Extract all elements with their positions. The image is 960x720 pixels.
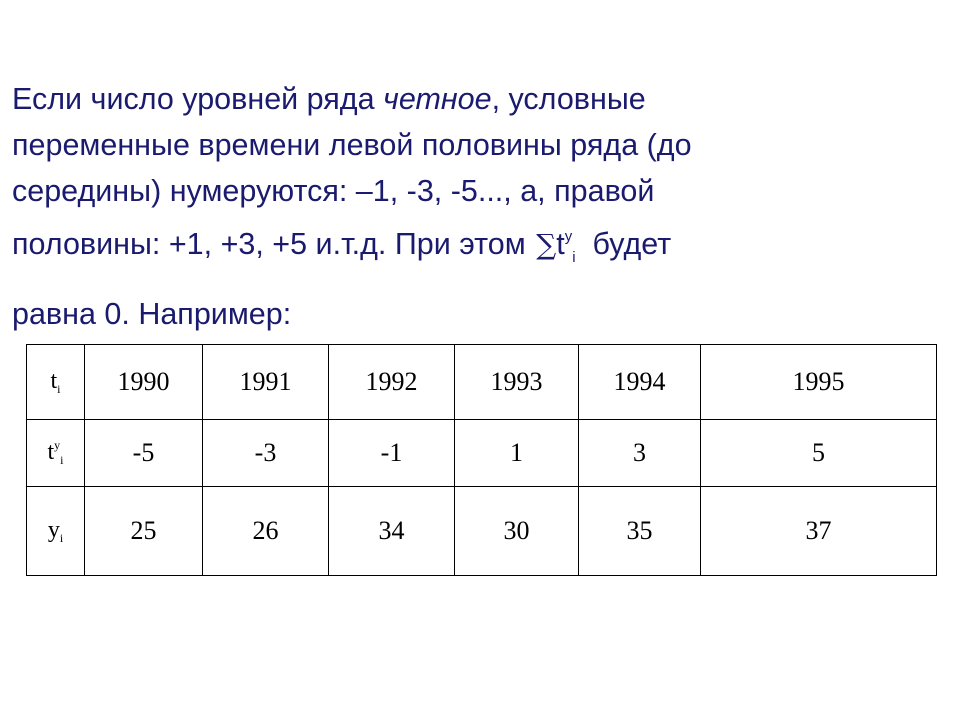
paragraph-line-5: равна 0. Например: xyxy=(12,297,292,331)
table-cell: 1 xyxy=(455,420,579,487)
data-table xyxy=(26,344,937,576)
paragraph-line-1: Если число уровней ряда четное, условные xyxy=(12,82,646,116)
table-cell: -3 xyxy=(203,420,329,487)
table-cell: 37 xyxy=(701,487,937,576)
row-header: $t^y_i$ xyxy=(27,420,85,487)
table-cell: -5 xyxy=(85,420,203,487)
table-cell: 34 xyxy=(329,487,455,576)
table-cell: 35 xyxy=(579,487,701,576)
row-header: $t_i$ xyxy=(27,345,85,420)
row-header: $y_i$ xyxy=(27,487,85,576)
table-cell: 1992 xyxy=(329,345,455,420)
italic-word: четное xyxy=(383,82,492,116)
time-variable: $t^y_i$ xyxy=(556,227,576,266)
table-cell: 1995 xyxy=(701,345,937,420)
paragraph-line-4: половины: +1, +3, +5 и.т.д. При этом $\sum t^y_i$ будет xyxy=(12,227,672,266)
table-row xyxy=(27,420,937,487)
table-cell: 1990 xyxy=(85,345,203,420)
table-cell: -1 xyxy=(329,420,455,487)
table-cell: 3 xyxy=(579,420,701,487)
table-cell: 1994 xyxy=(579,345,701,420)
paragraph-line-3: середины) нумеруются: –1, -3, -5..., а, правой xyxy=(12,174,655,208)
table-row xyxy=(27,345,937,420)
table-body xyxy=(27,345,937,576)
paragraph-line-2: переменные времени левой половины ряда (до xyxy=(12,128,692,162)
table-cell: 30 xyxy=(455,487,579,576)
sum-symbol: ∑ xyxy=(536,228,557,261)
table-cell: 26 xyxy=(203,487,329,576)
table-row xyxy=(27,487,937,576)
table-cell: 1993 xyxy=(455,345,579,420)
table-cell: 1991 xyxy=(203,345,329,420)
table-cell: 5 xyxy=(701,420,937,487)
table-cell: 25 xyxy=(85,487,203,576)
explanation-paragraph xyxy=(12,76,912,337)
